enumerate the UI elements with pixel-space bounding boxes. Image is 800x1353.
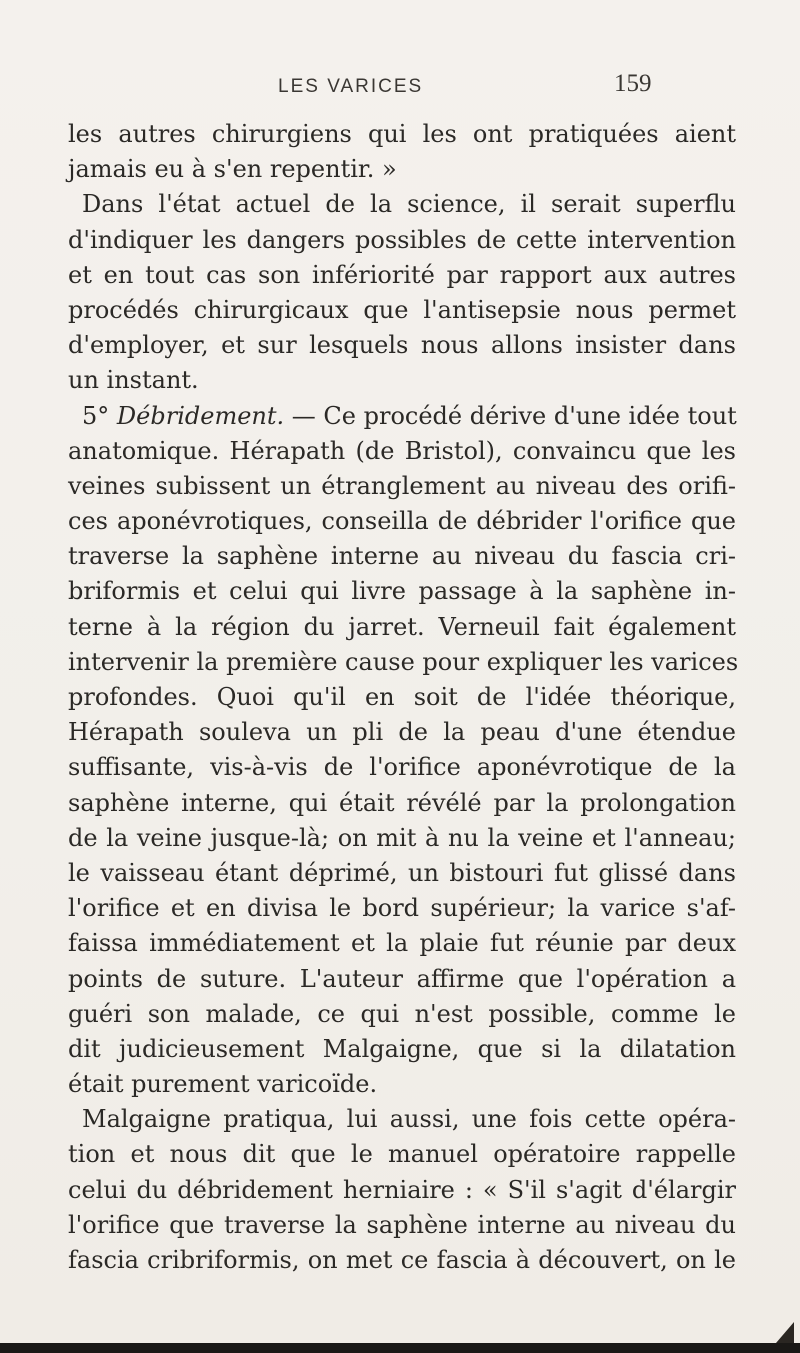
body-text [68,117,739,1278]
text-line: l'orifice et en divisa le bord supérieur; la varice s'af- [68,894,736,923]
text-line: profondes. Quoi qu'il en soit de l'idée théorique, [68,683,736,711]
text-line: était purement varicoïde. [68,1070,378,1099]
scan-bottom-edge [0,1343,800,1353]
text-line: Malgaigne pratiqua, lui aussi, une fois cette opéra- [82,1105,736,1134]
section-heading-line [68,399,736,434]
text-line: tion et nous dit que le manuel opératoire rappelle [68,1140,736,1169]
text-line: et en tout cas son infériorité par rapport aux autres [68,260,736,289]
text-line: briformis et celui qui livre passage à la saphène in- [68,577,736,606]
text-line: jamais eu à s'en repentir. » [68,155,397,184]
text-line: l'orifice que traverse la saphène interne au niveau du [68,1210,736,1239]
text-line: d'employer, et sur lesquels nous allons insister dans [68,331,736,360]
running-head: LES VARICES [278,76,424,97]
text-line: de la veine jusque-là; on mit à nu la veine et l'anneau; [68,823,736,852]
text-line: procédés chirurgicaux que l'antisepsie nous permet [68,295,736,324]
text-line: terne à la région du jarret. Verneuil fait également [68,612,736,641]
text-line: traverse la saphène interne au niveau du fascia cri- [68,542,736,571]
text-line: saphène interne, qui était révélé par la prolongation [68,788,736,817]
text-line: Dans l'état actuel de la science, il serait superflu [82,190,736,219]
text-line: les autres chirurgiens qui les ont pratiquées aient [68,120,736,148]
text-line: veines subissent un étranglement au niveau des orifi- [68,471,736,500]
text-line: un instant. [68,366,199,395]
text-line: d'indiquer les dangers possibles de cette intervention [68,225,736,254]
text-line: guéri son malade, ce qui n'est possible, comme le [68,999,736,1028]
text-line: — Ce procédé dérive d'une idée tout [291,401,737,430]
scan-corner-mark [776,1322,794,1343]
text-line: Hérapath souleva un pli de la peau d'une étendue [68,718,736,747]
text-line: fascia cribriformis, on met ce fascia à découvert, on le [68,1246,736,1274]
text-line: points de suture. L'auteur affirme que l'opération a [68,964,736,993]
section-heading: Débridement. [116,401,285,430]
text-line: celui du débridement herniaire : « S'il s'agit d'élargir [68,1175,736,1204]
section-number: 5° [82,401,110,430]
page-number: 159 [614,70,652,97]
text-line: suffisante, vis-à-vis de l'orifice aponévrotique de la [68,753,736,782]
text-line: dit judicieusement Malgaigne, que si la dilatation [68,1034,736,1063]
text-line: anatomique. Hérapath (de Bristol), convaincu que les [68,436,736,465]
text-line: ces aponévrotiques, conseilla de débrider l'orifice que [68,507,736,536]
text-line: faissa immédiatement et la plaie fut réunie par deux [68,929,736,958]
text-line: intervenir la première cause pour expliquer les varices [68,647,739,676]
text-line: le vaisseau étant déprimé, un bistouri fut glissé dans [68,858,736,887]
